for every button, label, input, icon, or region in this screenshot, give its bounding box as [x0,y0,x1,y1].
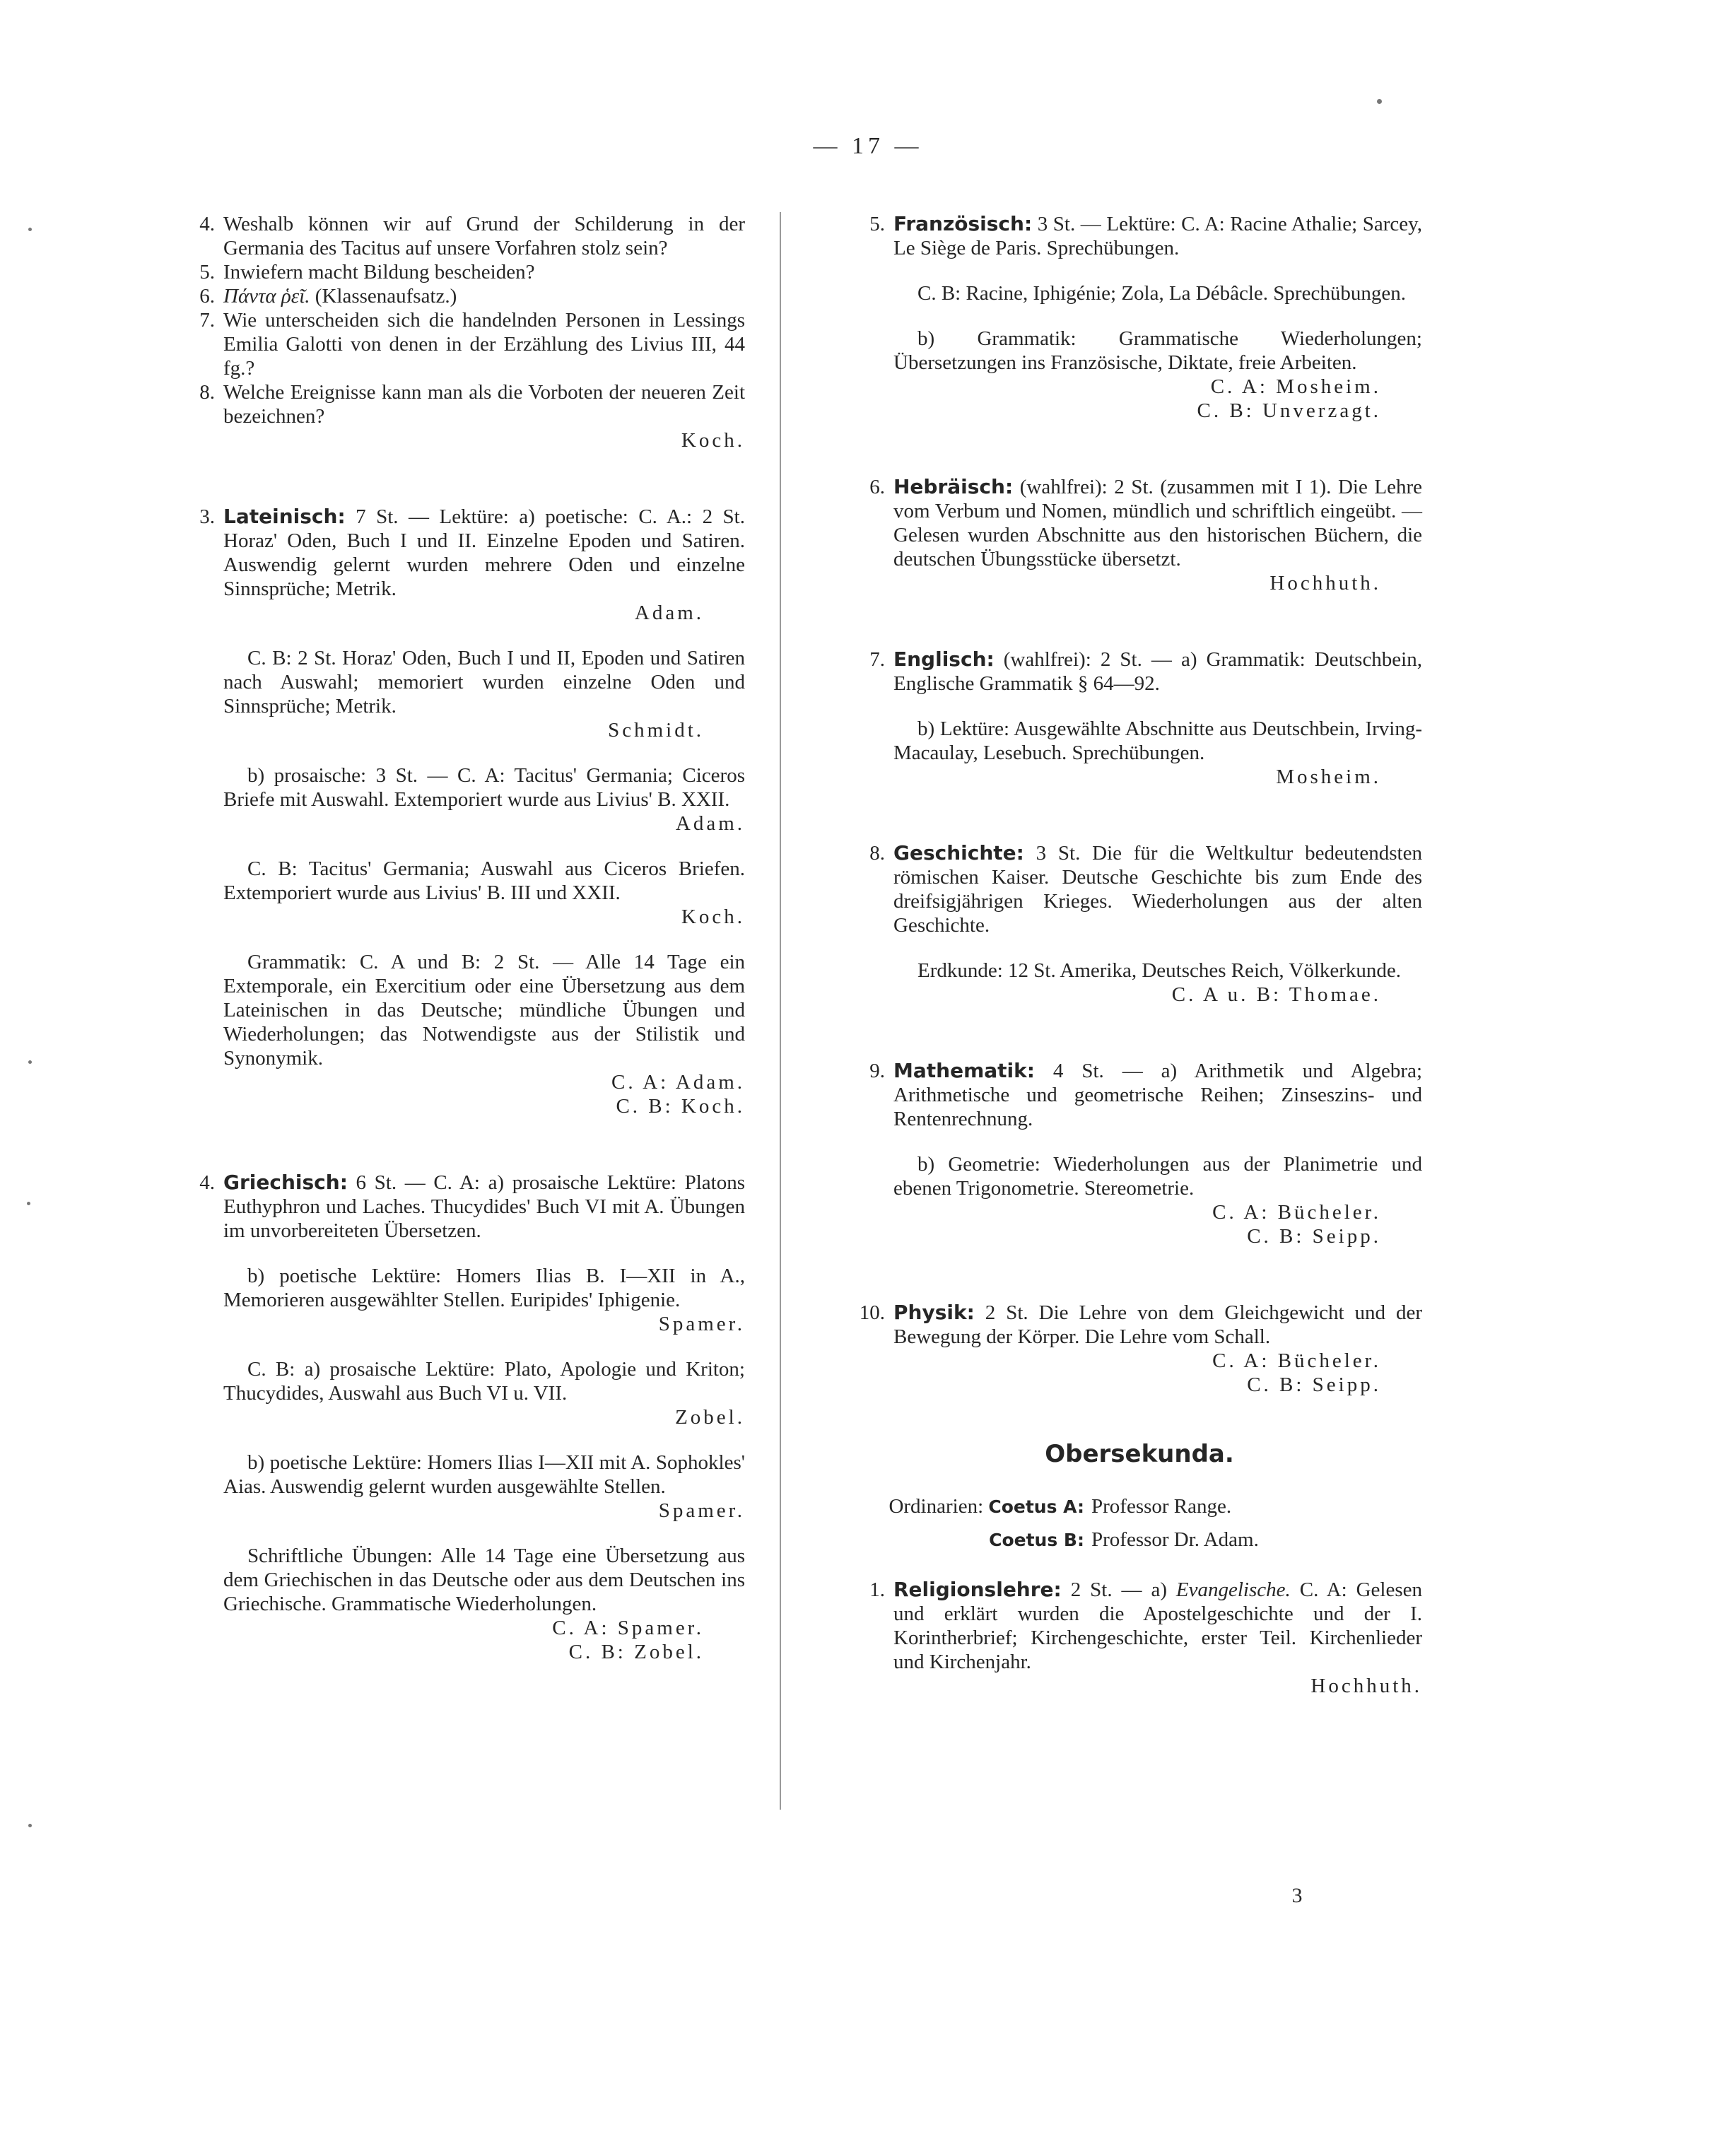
paragraph: Schriftliche Übungen: Alle 14 Tage eine Übersetzung aus dem Griechischen in das Deutsche oder aus dem Deutschen ins Griechische. Grammatische Wiederholungen. [223,1545,745,1615]
left-column [158,212,745,1664]
ordinarius-a: Professor Range. [1091,1495,1232,1518]
subject-title: Physik: [893,1301,975,1324]
print-speck [28,228,32,231]
section-physik: 10. Physik: 2 St. Die Lehre von dem Gleichgewicht und der Bewegung der Körper. Die Lehre vom Schall. C. A: Bücheler. C. B: Seipp. [859,1301,1422,1396]
teacher-signature: C. A: Mosheim. [1210,375,1381,398]
section-griechisch: 4. Griechisch: 6 St. — C. A: a) prosaische Lektüre: Platons Euthyphron und Laches. Thucydides' Buch VI mit A. Übungen im unvorbereiteten Übersetzen. b) poetische Lektüre: Homers Ilias B. I—XII in A., Memorieren ausgewählter Stellen. Euripides' Iphigenie. Spamer. C. B: a) prosaische Lektüre: Plato, Apologie und Kriton; Thucydides, Auswahl aus Buch VI u. VII. Zobel. b) poetische Lektüre: Homers Ilias I—XII mit A. Sophokles' Aias. Auswendig gelernt wurden ausgewählte Stellen. Spamer. Schriftliche Übungen: Alle 14 Tage eine Übersetzung aus dem Griechischen in das Deutsche oder aus dem Deutschen ins Griechische. Grammatische Wiederholungen. C. A: Spamer. C. B: Zobel. [199,1171,745,1663]
subject-title: Englisch: [893,648,995,671]
essay-topic-5: 5. Inwiefern macht Bildung bescheiden? [199,261,535,283]
page-number: — 17 — [813,133,923,159]
paragraph: b) poetische Lektüre: Homers Ilias I—XII mit A. Sophokles' Aias. Auswendig gelernt wurden ausgewählte Stellen. [223,1451,745,1498]
subject-title: Geschichte: [893,841,1024,865]
print-speck [27,1202,30,1205]
ordinarien-block [828,1490,1422,1557]
column-divider [780,212,781,1810]
section-mathematik: 9. Mathematik: 4 St. — a) Arithmetik und Algebra; Arithmetische und geometrische Reihen; Zinseszins- und Rentenrechnung. b) Geometrie: Wiederholungen aus der Planimetrie und ebenen Trigonometrie. Stereometrie. C. A: Bücheler. C. B: Seipp. [869,1059,1422,1248]
teacher-signature: Koch. [681,429,745,452]
print-speck [28,1824,32,1827]
essay-topic-7: 7. Wie unterscheiden sich die handelnden Personen in Lessings Emilia Galotti von denen in der Erzählung des Livius III, 44 fg.? [199,309,745,380]
paragraph: C. B: a) prosaische Lektüre: Plato, Apologie und Kriton; Thucydides, Auswahl aus Buch VI u. VII. [223,1358,745,1405]
class-heading: Obersekunda. [1045,1440,1234,1468]
essay-topic-6: 6. Πάντα ῥεῖ. (Klassenaufsatz.) [199,285,457,307]
subject-title: Mathematik: [893,1059,1035,1082]
section-hebraeisch: 6. Hebräisch: (wahlfrei): 2 St. (zusammen mit I 1). Die Lehre vom Verbum und Nomen, mündlich und schriftlich eingeübt. — Gelesen wurden Abschnitte aus den historischen Büchern, die deutschen Übungsstücke übersetzt. Hochhuth. [869,475,1422,594]
paragraph: C. B: 2 St. Horaz' Oden, Buch I und II, Epoden und Satiren nach Auswahl; memoriert wurden einzelne Oden und Sinnsprüche; Metrik. [223,647,745,717]
teacher-signature: C. B: Zobel. [568,1641,704,1663]
ordinarius-b: Professor Dr. Adam. [1091,1528,1259,1551]
right-column [828,212,1422,1698]
paragraph: Grammatik: C. A und B: 2 St. — Alle 14 Tage ein Extemporale, ein Exercitium oder eine Übersetzung aus dem Lateinischen in das Deutsche; mündliche Übungen und Wiederholungen; das Notwendigste aus der Stilistik und Synonymik. [223,951,745,1070]
teacher-signature: C. B: Koch. [616,1095,745,1118]
paragraph: b) Geometrie: Wiederholungen aus der Planimetrie und ebenen Trigonometrie. Stereometrie. [893,1153,1422,1200]
section-geschichte: 8. Geschichte: 3 St. Die für die Weltkultur bedeutendsten römischen Kaiser. Deutsche Geschichte bis zum Ende des dreifsigjährigen Krieges. Wiederholungen aus der alten Geschichte. Erdkunde: 12 St. Amerika, Deutsches Reich, Völkerkunde. C. A u. B: Thomae. [869,841,1422,1006]
subject-title: Hebräisch: [893,475,1014,498]
paragraph: b) poetische Lektüre: Homers Ilias B. I—XII in A., Memorieren ausgewählter Stellen. Euripides' Iphigenie. [223,1265,745,1311]
paragraph: b) Grammatik: Grammatische Wiederholungen; Übersetzungen ins Französische, Diktate, freie Arbeiten. [893,327,1422,374]
coetus-b-label: Coetus B: [989,1530,1084,1550]
teacher-signature: Zobel. [675,1406,745,1429]
paragraph: b) prosaische: 3 St. — C. A: Tacitus' Germania; Ciceros Briefe mit Auswahl. Extemporiert wurde aus Livius' B. XXII. [223,764,745,811]
ordinarien-label-row: Ordinarien: Coetus A: [888,1495,1084,1518]
teacher-signature: Spamer. [658,1499,745,1522]
teacher-signature: Hochhuth. [1310,1675,1422,1697]
signature-mark: 3 [1291,1884,1303,1907]
teacher-signature: C. B: Unverzagt. [1197,399,1381,422]
subject-title: Lateinisch: [223,505,346,528]
subject-title: Religionslehre: [893,1578,1062,1601]
essay-topic-8: 8. Welche Ereignisse kann man als die Vorboten der neueren Zeit bezeichnen? [199,381,745,428]
print-speck [28,1060,32,1064]
paragraph: C. B: Racine, Iphigénie; Zola, La Débâcle. Sprechübungen. [917,282,1406,305]
teacher-signature: Hochhuth. [1269,572,1381,594]
teacher-signature: C. A: Bücheler. [1212,1201,1381,1224]
section-franzoesisch: 5. Französisch: 3 St. — Lektüre: C. A: Racine Athalie; Sarcey, Le Siège de Paris. Sprechübungen. C. B: Racine, Iphigénie; Zola, La Débâcle. Sprechübungen. b) Grammatik: Grammatische Wiederholungen; Übersetzungen ins Französische, Diktate, freie Arbeiten. C. A: Mosheim. C. B: Unverzagt. [869,212,1422,422]
print-speck [1377,99,1382,104]
teacher-signature: C. B: Seipp. [1247,1225,1381,1248]
teacher-signature: Adam. [634,602,704,624]
teacher-signature: Spamer. [658,1313,745,1335]
essay-topic-4: 4. Weshalb können wir auf Grund der Schilderung in der Germania des Tacitus auf unsere Vorfahren stolz sein? [199,213,745,259]
teacher-signature: C. B: Seipp. [1247,1373,1381,1396]
teacher-signature: Adam. [675,812,745,835]
paragraph: C. B: Tacitus' Germania; Auswahl aus Ciceros Briefen. Extemporiert wurde aus Livius' B. III und XXII. [223,857,745,904]
subject-title: Französisch: [893,212,1033,235]
teacher-signature: Mosheim. [1276,766,1381,788]
section-englisch: 7. Englisch: (wahlfrei): 2 St. — a) Grammatik: Deutschbein, Englische Grammatik § 64—92. b) Lektüre: Ausgewählte Abschnitte aus Deutschbein, Irving-Macaulay, Lesebuch. Sprechübungen. Mosheim. [869,648,1422,788]
section-latein: 3. Lateinisch: 7 St. — Lektüre: a) poetische: C. A.: 2 St. Horaz' Oden, Buch I und II. Einzelne Epoden und Satiren. Auswendig gelernt wurden mehrere Oden und einzelne Sinnsprüche; Metrik. Adam. C. B: 2 St. Horaz' Oden, Buch I und II, Epoden und Satiren nach Auswahl; memoriert wurden einzelne Oden und Sinnsprüche; Metrik. Schmidt. b) prosaische: 3 St. — C. A: Tacitus' Germania; Ciceros Briefe mit Auswahl. Extemporiert wurde aus Livius' B. XXII. Adam. C. B: Tacitus' Germania; Auswahl aus Ciceros Briefen. Extemporiert wurde aus Livius' B. III und XXII. Koch. Grammatik: C. A und B: 2 St. — Alle 14 Tage ein Extemporale, ein Exercitium oder eine Übersetzung aus dem Lateinischen in das Deutsche; mündliche Übungen und Wiederholungen; das Notwendigste aus der Stilistik und Synonymik. C. A: Adam. C. B: Koch. [199,505,745,1118]
teacher-signature: C. A: Spamer. [552,1617,704,1639]
subject-title: Griechisch: [223,1171,348,1194]
paragraph: b) Lektüre: Ausgewählte Abschnitte aus Deutschbein, Irving-Macaulay, Lesebuch. Sprechübungen. [893,717,1422,764]
teacher-signature: C. A u. B: Thomae. [1171,983,1381,1006]
teacher-signature: Koch. [681,906,745,928]
teacher-signature: C. A: Adam. [611,1071,745,1094]
paragraph: Erdkunde: 12 St. Amerika, Deutsches Reich, Völkerkunde. [917,959,1402,982]
section-religion: 1. Religionslehre: 2 St. — a) Evangelische. C. A: Gelesen und erklärt wurden die Apostelgeschichte und der I. Korintherbrief; Kirchengeschichte, erster Teil. Kirchenlieder und Kirchenjahr. Hochhuth. [869,1578,1422,1697]
teacher-signature: Schmidt. [608,719,704,742]
teacher-signature: C. A: Bücheler. [1212,1349,1381,1372]
